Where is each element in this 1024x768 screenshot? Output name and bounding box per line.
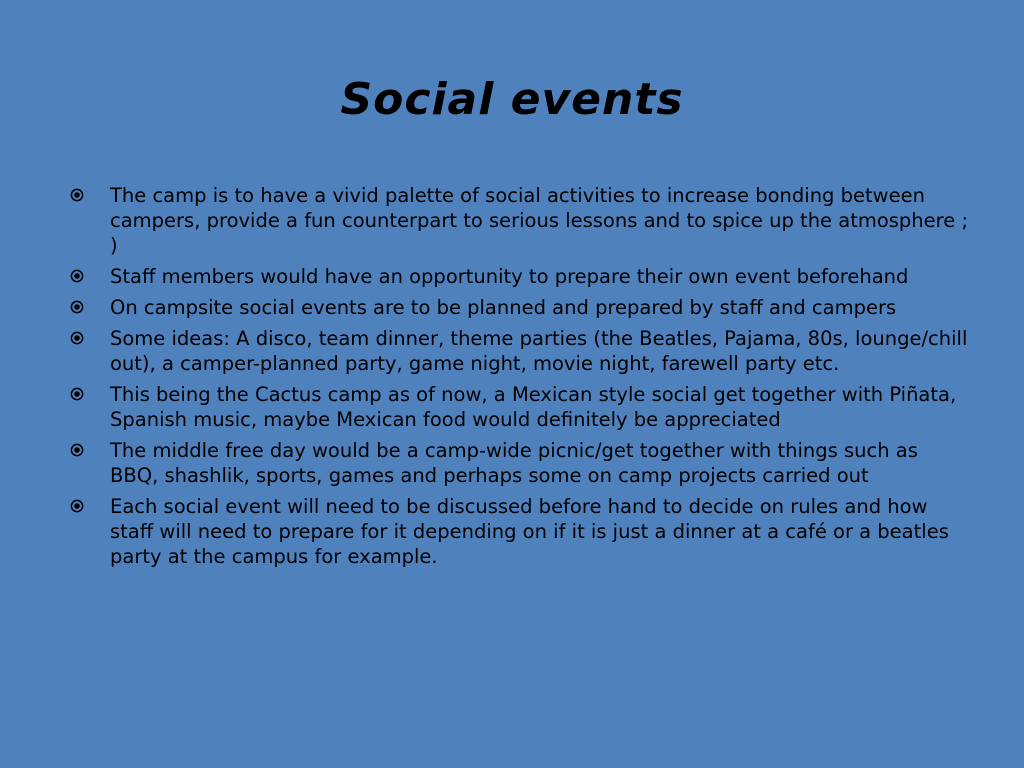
bullet-text: The middle free day would be a camp-wide picnic/get together with things such as BBQ, shashlik, sports, games and perhaps some on camp projects carried out [110, 439, 918, 487]
radio-bullet-icon [70, 443, 84, 457]
bullet-item [70, 183, 970, 258]
bullet-item [70, 264, 970, 289]
radio-bullet-icon [70, 499, 84, 513]
bullet-text: On campsite social events are to be planned and prepared by staff and campers [110, 296, 897, 319]
bullet-list [70, 183, 970, 575]
bullet-item [70, 326, 970, 376]
bullet-text: This being the Cactus camp as of now, a Mexican style social get together with Piñata, Spanish music, maybe Mexican food would definitely be appreciated [110, 383, 957, 431]
radio-bullet-icon [70, 269, 84, 283]
bullet-text: Staff members would have an opportunity to prepare their own event beforehand [110, 265, 909, 288]
radio-bullet-icon [70, 387, 84, 401]
radio-bullet-icon [70, 300, 84, 314]
bullet-item [70, 494, 970, 569]
radio-bullet-icon [70, 188, 84, 202]
bullet-item [70, 382, 970, 432]
radio-bullet-icon [70, 331, 84, 345]
bullet-text: The camp is to have a vivid palette of social activities to increase bonding between campers, provide a fun counterpart to serious lessons and to spice up the atmosphere ; ) [110, 184, 969, 257]
bullet-item [70, 438, 970, 488]
bullet-text: Some ideas: A disco, team dinner, theme parties (the Beatles, Pajama, 80s, lounge/chill out), a camper-planned party, game night, movie night, farewell party etc. [110, 327, 968, 375]
bullet-text: Each social event will need to be discussed before hand to decide on rules and how staff will need to prepare for it depending on if it is just a dinner at a café or a beatles party at the campus for example. [110, 495, 949, 568]
bullet-item [70, 295, 970, 320]
slide-title: Social events [340, 74, 684, 125]
